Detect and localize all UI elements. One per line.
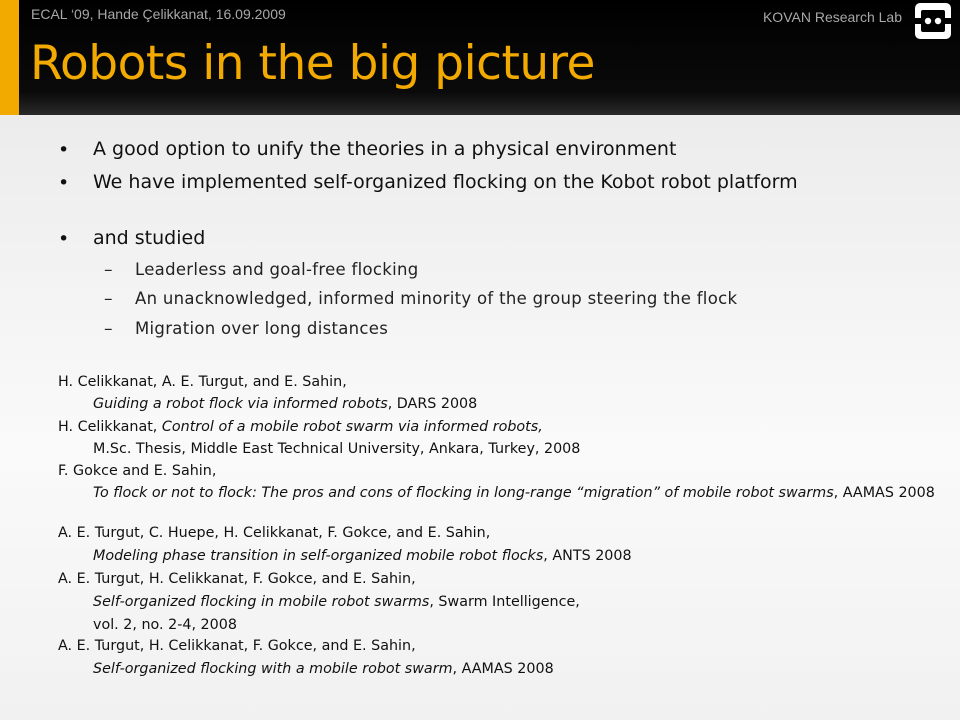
- reference-authors: F. Gokce and E. Sahin,: [58, 463, 217, 479]
- reference-authors: H. Celikkanat,: [58, 419, 162, 435]
- bullet-marker: •: [58, 172, 70, 194]
- reference-venue: , AAMAS 2008: [833, 485, 935, 501]
- subbullet-text: Migration over long distances: [135, 319, 389, 338]
- bullet-text: A good option to unify the theories in a physical environment: [93, 138, 677, 160]
- reference-venue: M.Sc. Thesis, Middle East Technical University, Ankara, Turkey, 2008: [93, 441, 581, 457]
- bullet-text: and studied: [93, 227, 206, 249]
- reference-venue: , ANTS 2008: [543, 548, 632, 564]
- subbullet-text: Leaderless and goal-free flocking: [135, 260, 419, 279]
- reference-citation: [93, 661, 554, 677]
- reference-venue: , AAMAS 2008: [452, 661, 554, 677]
- reference-citation: [93, 548, 632, 564]
- header-right-text: KOVAN Research Lab: [762, 9, 902, 25]
- header-left-text: ECAL ‘09, Hande Çelikkanat, 16.09.2009: [31, 6, 286, 22]
- reference-title: Self-organized flocking with a mobile robot swarm: [93, 661, 453, 677]
- reference-venue: , Swarm Intelligence,: [429, 594, 580, 610]
- subbullet-text: An unacknowledged, informed minority of the group steering the flock: [135, 289, 738, 308]
- reference-title: Self-organized flocking in mobile robot swarms: [93, 594, 430, 610]
- reference-authors: H. Celikkanat, A. E. Turgut, and E. Sahin,: [58, 374, 347, 390]
- reference-citation: [58, 419, 543, 435]
- reference-authors: A. E. Turgut, H. Celikkanat, F. Gokce, and E. Sahin,: [58, 571, 416, 587]
- reference-title: Modeling phase transition in self-organized mobile robot flocks: [93, 548, 544, 564]
- reference-citation: [93, 396, 477, 412]
- bullet-marker: •: [58, 139, 70, 161]
- bullet-marker: •: [58, 228, 70, 250]
- kovan-logo-icon: [913, 1, 953, 41]
- reference-title: To flock or not to flock: The pros and cons of flocking in long-range “migration” of mobile robot swarms: [93, 485, 834, 501]
- reference-venue: , DARS 2008: [387, 396, 478, 412]
- reference-authors: A. E. Turgut, H. Celikkanat, F. Gokce, and E. Sahin,: [58, 638, 416, 654]
- bullet-text: We have implemented self-organized flocking on the Kobot robot platform: [93, 171, 798, 193]
- reference-title: Control of a mobile robot swarm via informed robots,: [161, 419, 543, 435]
- slide-header: [0, 0, 960, 115]
- reference-authors: A. E. Turgut, C. Huepe, H. Celikkanat, F. Gokce, and E. Sahin,: [58, 525, 491, 541]
- subbullet-marker: –: [104, 289, 113, 309]
- reference-venue-detail: vol. 2, no. 2-4, 2008: [93, 617, 237, 633]
- reference-title: Guiding a robot flock via informed robots: [93, 396, 388, 412]
- subbullet-marker: –: [104, 260, 113, 280]
- page-title: Robots in the big picture: [30, 36, 595, 91]
- accent-bar: [0, 0, 19, 115]
- reference-citation: [93, 594, 580, 610]
- subbullet-marker: –: [104, 319, 113, 339]
- reference-citation: [93, 486, 953, 501]
